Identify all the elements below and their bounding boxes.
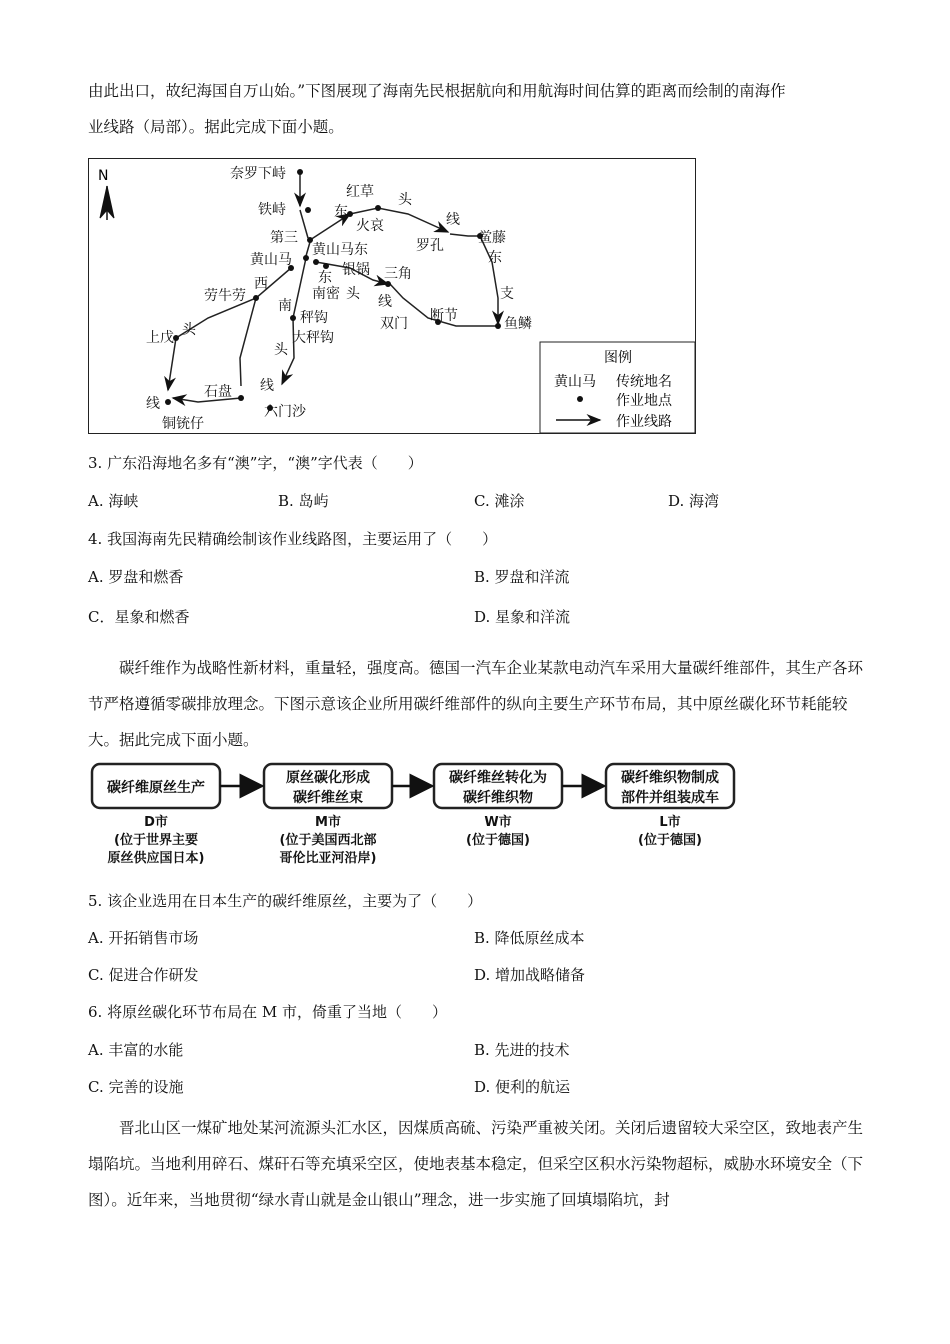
svg-text:南: 南 [278, 298, 292, 314]
legend-point-desc: 作业地点 [616, 393, 672, 409]
svg-text:头: 头 [182, 322, 196, 338]
q6-option-c[interactable]: C. 完善的设施 [88, 1078, 184, 1096]
svg-text:线: 线 [446, 212, 460, 228]
q4-option-d[interactable]: D. 星象和洋流 [474, 608, 571, 626]
q3-option-a[interactable]: A. 海峡 [88, 492, 139, 510]
place-label: 六门沙 [264, 404, 306, 420]
place-label: 红草 [346, 184, 374, 200]
production-flow-diagram [88, 758, 788, 870]
flow-step-4-text: 部件并组装成车 [621, 790, 719, 806]
flow-city-2-note: (位于美国西北部 [279, 833, 377, 848]
svg-text:东: 东 [488, 250, 502, 266]
flow-city-3-note: (位于德国) [466, 833, 530, 848]
legend-point-icon [577, 396, 583, 402]
svg-text:头: 头 [346, 286, 360, 302]
q5-option-d[interactable]: D. 增加战略储备 [474, 966, 586, 984]
q6-option-a[interactable]: A. 丰富的水能 [88, 1041, 184, 1059]
coal-intro: 晋北山区一煤矿地处某河流源头汇水区，因煤质高硫、污染严重被关闭。关闭后遗留较大采空区，致地表产生塌陷坑。当地利用碎石、煤矸石等充填采空区，使地表基本稳定，但采空区积水污染物超标，威胁水环境安全（下图）。近年来，当地贯彻“绿水青山就是金山银山”理念，进一步实施了回填塌陷坑，封 [88, 1119, 864, 1209]
place-label: 秤钩 [300, 310, 328, 326]
intro-line-2: 业线路（局部）。据此完成下面小题。 [88, 118, 344, 136]
legend-title: 图例 [604, 350, 632, 366]
place-label: 罗孔 [416, 238, 444, 254]
svg-text:支: 支 [500, 286, 514, 302]
flow-city-2: M市 [315, 815, 341, 830]
q3-option-c[interactable]: C. 滩涂 [474, 492, 525, 510]
q4-option-c[interactable]: C．星象和燃香 [88, 608, 190, 626]
svg-text:东: 东 [334, 204, 348, 220]
carbon-intro: 碳纤维作为战略性新材料，重量轻，强度高。德国一汽车企业某款电动汽车采用大量碳纤维部件，其生产各环节严格遵循零碳排放理念。下图示意该企业所用碳纤维部件的纵向主要生产环节布局，其中原丝碳化环节耗能较大。据此完成下面小题。 [88, 659, 864, 749]
flow-step-3-text: 碳纤维织物 [463, 790, 533, 806]
flow-city-1-note: (位于世界主要 [114, 833, 198, 848]
flow-city-4: L市 [659, 815, 681, 830]
q5-option-a[interactable]: A. 开拓销售市场 [88, 929, 199, 947]
legend-name-desc: 传统地名 [616, 374, 672, 390]
flow-step-2-text: 原丝碳化形成 [286, 770, 370, 786]
place-label: 铜铳仔 [162, 416, 204, 432]
q6-stem: 6. 将原丝碳化环节布局在 M 市，倚重了当地（ ） [88, 1003, 447, 1021]
map-legend [540, 342, 695, 433]
q6-option-d[interactable]: D. 便利的航运 [474, 1078, 571, 1096]
place-label: 奈罗下峙 [230, 166, 286, 182]
svg-text:线: 线 [146, 396, 160, 412]
place-label: 三角 [384, 266, 412, 282]
flow-city-2-note: 哥伦比亚河沿岸) [279, 851, 377, 866]
svg-text:线: 线 [260, 378, 274, 394]
place-label: 银锅 [342, 262, 370, 278]
place-label: 断节 [430, 308, 458, 324]
place-label: 第三 [270, 230, 298, 246]
south-sea-route-map [88, 158, 696, 434]
flow-city-4-note: (位于德国) [638, 833, 702, 848]
q5-stem: 5. 该企业选用在日本生产的碳纤维原丝，主要为了（ ） [88, 892, 483, 910]
svg-text:N: N [98, 168, 109, 184]
place-label: 石盘 [204, 384, 232, 400]
flow-city-1-note: 原丝供应国日本) [107, 851, 205, 866]
svg-text:西: 西 [254, 276, 268, 292]
q3-option-b[interactable]: B. 岛屿 [278, 492, 329, 510]
svg-text:头: 头 [398, 192, 412, 208]
q6-option-b[interactable]: B. 先进的技术 [474, 1041, 570, 1059]
place-label: 南密 [312, 286, 340, 302]
place-label: 双门 [380, 316, 408, 332]
flow-step-2-text: 碳纤维丝束 [293, 790, 363, 806]
place-label: 劳牛劳 [204, 288, 246, 304]
svg-text:头: 头 [274, 342, 288, 358]
q3-option-d[interactable]: D. 海湾 [668, 492, 720, 510]
flow-city-1: D市 [144, 815, 168, 830]
q4-option-b[interactable]: B. 罗盘和洋流 [474, 568, 570, 586]
flow-step-3-text: 碳纤维丝转化为 [449, 770, 547, 786]
place-label: 大秤钩 [292, 330, 334, 346]
place-label: 鲎藤 [478, 230, 506, 246]
place-label: 鱼鳞 [504, 316, 532, 332]
place-label: 黄山马东 [312, 242, 368, 258]
svg-text:线: 线 [378, 294, 392, 310]
flow-city-3: W市 [484, 815, 512, 830]
intro-line-1: 由此出口，故纪海国自万山始。”下图展现了海南先民根据航向和用航海时间估算的距离而绘制的南海作 [88, 82, 786, 100]
legend-name-sample: 黄山马 [554, 374, 596, 390]
q4-stem: 4. 我国海南先民精确绘制该作业线路图，主要运用了（ ） [88, 530, 498, 548]
q5-option-c[interactable]: C. 促进合作研发 [88, 966, 199, 984]
q3-stem: 3. 广东沿海地名多有“澳”字，“澳”字代表（ ） [88, 454, 423, 472]
place-label: 黄山马 [250, 252, 292, 268]
place-label: 火哀 [356, 218, 384, 234]
place-label: 铁峙 [258, 202, 286, 218]
legend-line-desc: 作业线路 [616, 414, 672, 430]
q5-option-b[interactable]: B. 降低原丝成本 [474, 929, 585, 947]
q4-option-a[interactable]: A. 罗盘和燃香 [88, 568, 184, 586]
flow-step-4-text: 碳纤维织物制成 [621, 770, 719, 786]
svg-text:东: 东 [318, 270, 332, 286]
place-label: 上戊 [146, 330, 174, 346]
flow-step-1-text: 碳纤维原丝生产 [107, 780, 205, 796]
